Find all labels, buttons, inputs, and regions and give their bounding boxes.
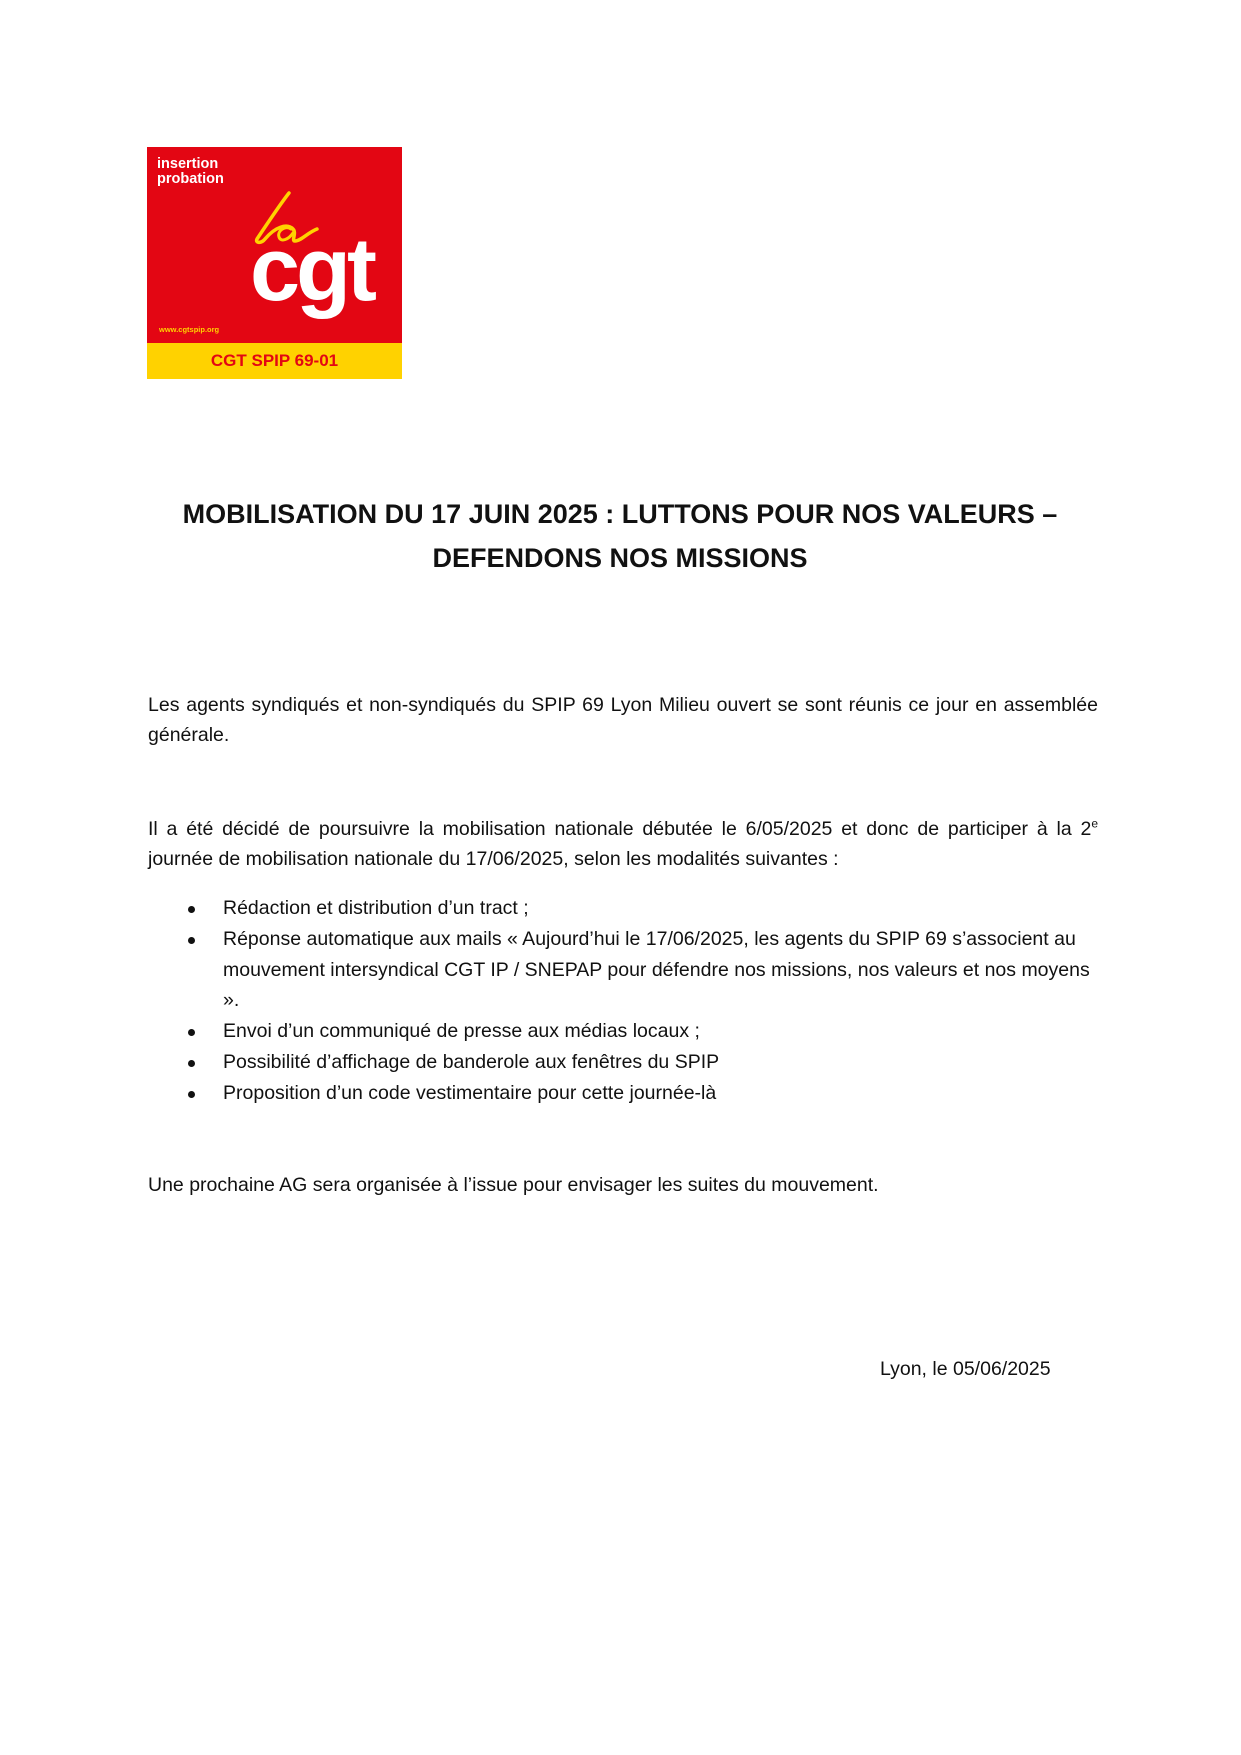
intro-paragraph: Les agents syndiqués et non-syndiqués du SPIP 69 Lyon Milieu ouvert se sont réunis ce jour en assemblée générale. [148, 694, 1098, 746]
list-item: Envoi d’un communiqué de presse aux médias locaux ; [148, 1016, 1098, 1047]
document-title-line1: MOBILISATION DU 17 JUIN 2025 : LUTTONS POUR NOS VALEURS – [182, 499, 1058, 529]
logo-band [147, 343, 402, 379]
decision-paragraph-text-2: journée de mobilisation nationale du 17/06/2025, selon les modalités suivantes : [148, 848, 839, 870]
logo-subtitle [157, 157, 224, 187]
decision-paragraph-text-1: Il a été décidé de poursuivre la mobilisation nationale débutée le 6/05/2025 et donc de participer à la 2 [148, 818, 1092, 840]
list-item: Réponse automatique aux mails « Aujourd’hui le 17/06/2025, les agents du SPIP 69 s’associent au mouvement intersyndical CGT IP / SNEPAP pour défendre nos missions, nos valeurs et nos moyens ». [148, 924, 1098, 1016]
ordinal-superscript: e [1091, 816, 1098, 831]
logo-subtitle-line2: probation [157, 171, 224, 187]
logo-url: www.cgtspip.org [159, 325, 220, 334]
logo-subtitle-line1: insertion [157, 156, 219, 172]
action-list [148, 893, 1098, 1109]
signature-date: Lyon, le 05/06/2025 [880, 1358, 1051, 1380]
document-title [140, 492, 1100, 580]
list-item: Possibilité d’affichage de banderole aux fenêtres du SPIP [148, 1047, 1098, 1078]
list-item: Proposition d’un code vestimentaire pour cette journée-là [148, 1078, 1098, 1109]
logo-band-label: CGT SPIP 69-01 [210, 351, 339, 370]
closing-paragraph: Une prochaine AG sera organisée à l’issue pour envisager les suites du mouvement. [148, 1174, 879, 1196]
document-title-line2: DEFENDONS NOS MISSIONS [432, 543, 808, 573]
cgt-logo [147, 147, 402, 379]
decision-paragraph [148, 814, 1098, 874]
list-item: Rédaction et distribution d’un tract ; [148, 893, 1098, 924]
logo-brand-text: cgt [250, 220, 373, 320]
